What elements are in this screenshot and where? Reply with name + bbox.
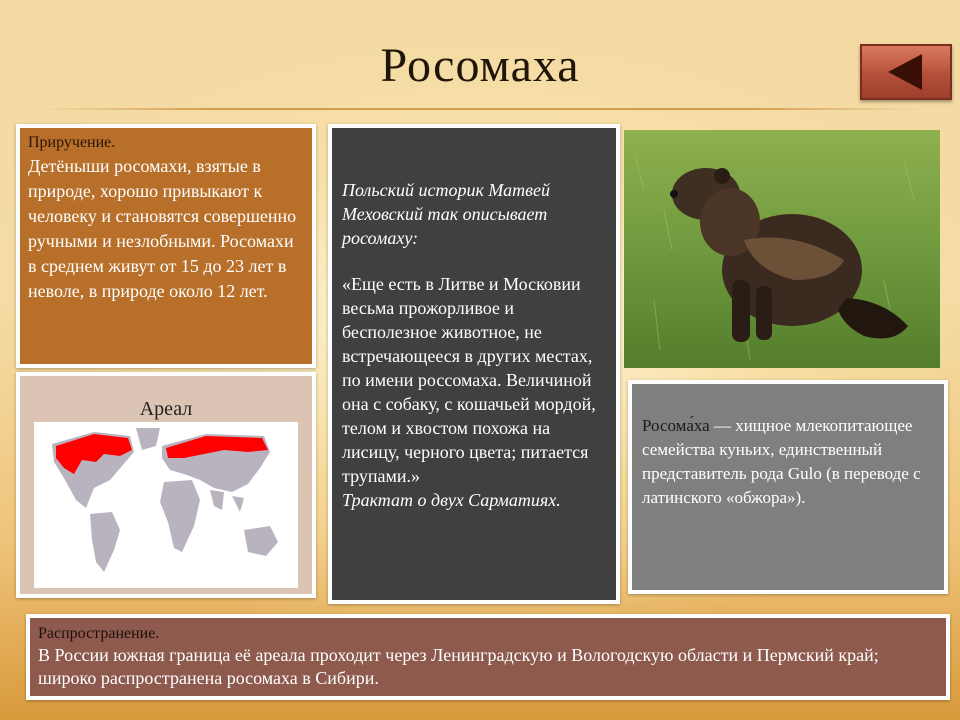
quote-intro: Польский историк Матвей Меховский так описывает росомаху:	[342, 180, 550, 248]
south-america-landmass	[90, 512, 120, 572]
left-arrow-icon	[888, 54, 922, 90]
greenland-landmass	[136, 428, 160, 450]
australia-landmass	[244, 526, 278, 556]
range-label: Ареал	[139, 398, 193, 420]
wolverine-photo-icon	[624, 130, 940, 368]
definition-panel	[628, 380, 948, 594]
south-asia-landmass	[210, 490, 244, 512]
range-panel	[16, 372, 316, 598]
title-divider	[40, 108, 920, 110]
taming-text: Детёныши росомахи, взятые в природе, хорошо привыкают к человеку и становятся совершенно ручными и незлобными. Росомахи в среднем живут от 15 до 23 лет в неволе, в природе около 12 лет.	[28, 156, 297, 301]
taming-panel	[16, 124, 316, 368]
taming-heading: Приручение.	[28, 134, 116, 151]
quote-source: Трактат о двух Сарматиях.	[342, 490, 561, 510]
quote-text: «Еще есть в Литве и Московии весьма прожорливое и бесполезное животное, не встречающееся в других местах, по имени россомаха. Величиной она с собаку, с кошачьей мордой, телом и хвостом похожа на лисицу, черного цвета; питается трупами.»	[342, 274, 596, 486]
distribution-heading: Распространение.	[38, 625, 160, 642]
wolverine-photo	[624, 130, 940, 368]
distribution-panel	[26, 614, 950, 700]
quote-panel	[328, 124, 620, 604]
back-button[interactable]	[860, 44, 952, 100]
definition-term: Росома́ха	[642, 416, 710, 435]
definition-text: — хищное млекопитающее семейства куньих, единственный представитель рода Gulo (в переводе с латинского «обжора»).	[642, 416, 921, 507]
range-map	[34, 422, 298, 588]
distribution-text: В России южная граница её ареала проходит через Ленинградскую и Вологодскую области и Пермский край; широко распространена росомаха в Сибири.	[38, 645, 879, 688]
africa-landmass	[160, 480, 200, 552]
slide-title: Росомаха	[380, 39, 580, 92]
world-map-icon	[34, 422, 298, 588]
